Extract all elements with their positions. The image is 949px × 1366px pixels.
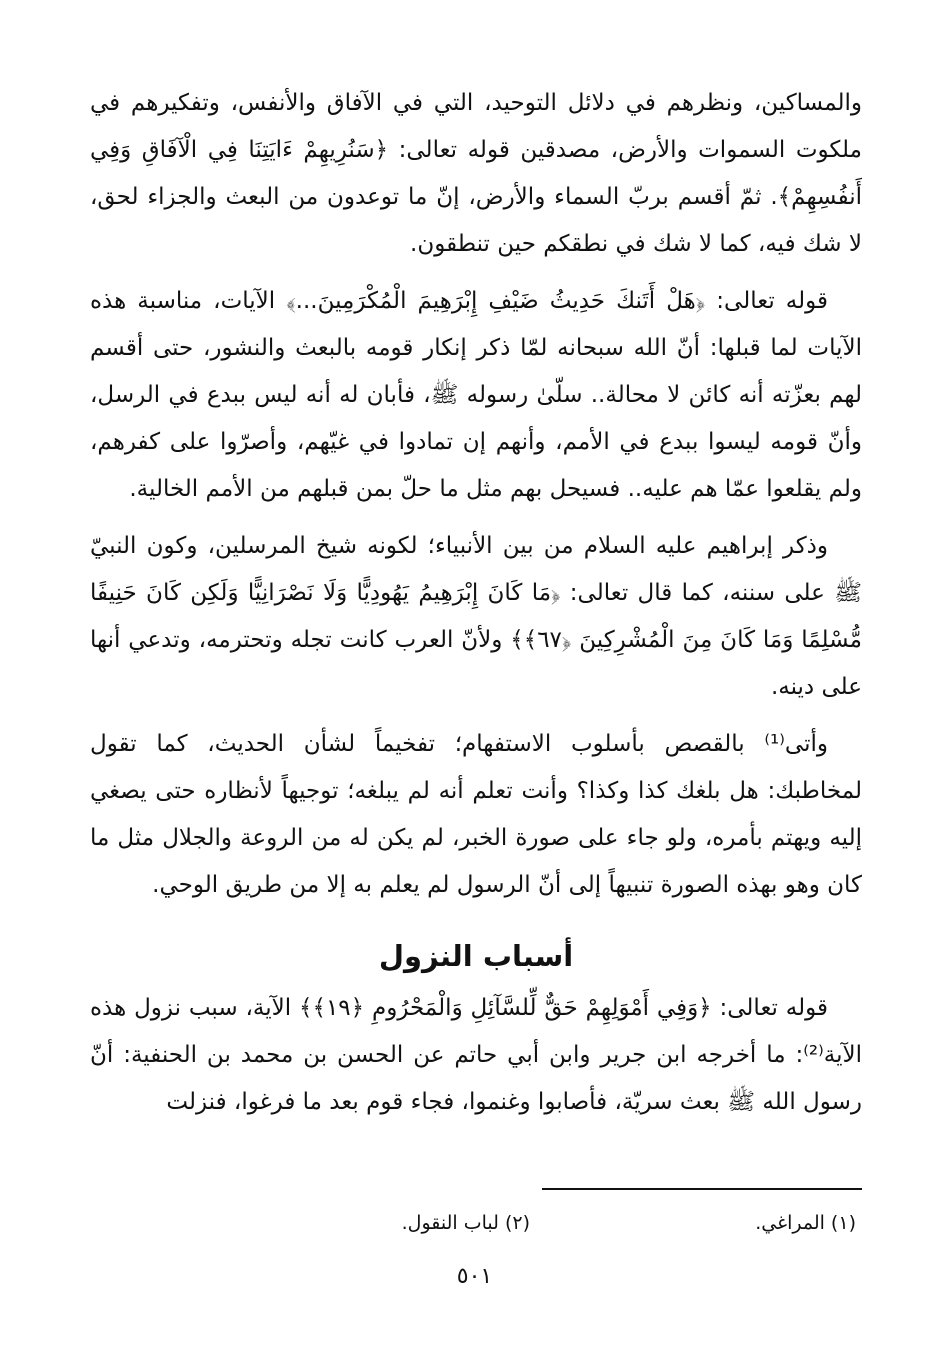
paragraph-question-style: وأتى⁽¹⁾ بالقصص بأسلوب الاستفهام؛ تفخيماً لشأن الحديث، كما تقول لمخاطبك: هل بلغك كذا وكذا؟ وأنت تعلم أنه لم يبلغه؛ توجيهاً لأنظاره حتى يصغي إليه ويهتم بأمره، ولو جاء على صورة الخبر، لم يكن له من الروعة والجلال مثل ما كان وهو بهذه الصورة تنبيهاً إلى أنّ الرسول لم يعلم به إلا من طريق الوحي. bbox=[90, 731, 862, 898]
footnote-row bbox=[90, 1208, 862, 1238]
footnote-divider bbox=[542, 1188, 862, 1190]
footnote-2: (٢) لباب النقول. bbox=[401, 1212, 530, 1234]
paragraph-ibrahim-guests: قوله تعالى: ﴿هَلْ أَتَنكَ حَدِيثُ ضَيْفِ إِبْرَهِيمَ الْمُكْرَمِينَ...﴾ الآيات، مناسبة هذه الآيات لما قبلها: أنّ الله سبحانه لمّا ذكر إنكار قومه بالبعث والنشور، حتى أقسم لهم بعزّته أنه كائن لا محالة.. سلّىٰ رسوله ﷺ، فأبان له أنه ليس ببدع في الرسل، وأنّ قومه ليسوا ببدع في الأمم، وأنهم إن تمادوا في غيّهم، وأصرّوا على كفرهم، ولم يقلعوا عمّا هم عليه.. فسيحل بهم مثل ما حلّ بمن قبلهم من الأمم الخالية. bbox=[90, 288, 862, 502]
paragraph-ibrahim-mention: وذكر إبراهيم عليه السلام من بين الأنبياء؛ لكونه شيخ المرسلين، وكون النبيّ ﷺ على سننه، كما قال تعالى: ﴿مَا كَانَ إِبْرَهِيمُ يَهُودِيًّا وَلَا نَصْرَانِيًّا وَلَكِن كَانَ حَنِيفًا مُّسْلِمًا وَمَا كَانَ مِنَ الْمُشْرِكِينَ ﴿٦٧﴾﴾ ولأنّ العرب كانت تجله وتحترمه، وتدعي أنها على دينه. bbox=[90, 533, 862, 700]
footnote-1: (١) المراغي. bbox=[755, 1212, 856, 1234]
paragraph-intro: والمساكين، ونظرهم في دلائل التوحيد، التي في الآفاق والأنفس، وتفكيرهم في ملكوت السموات والأرض، مصدقين قوله تعالى: ﴿سَنُرِيهِمْ ءَايَتِنَا فِي الْآفَاقِ وَفِي أَنفُسِهِمْ﴾. ثمّ أقسم بربّ السماء والأرض، إنّ ما توعدون من البعث والجزاء لحق، لا شك فيه، كما لا شك في نطقكم حين تنطقون. bbox=[90, 90, 862, 257]
paragraph-revelation-cause: قوله تعالى: ﴿وَفِي أَمْوَلِهِمْ حَقٌّ لِّلسَّآئِلِ وَالْمَحْرُومِ ﴿١٩﴾﴾ الآية، سبب نزول هذه الآية⁽²⁾: ما أخرجه ابن جرير وابن أبي حاتم عن الحسن بن محمد بن الحنفية: أنّ رسول الله ﷺ بعث سريّة، فأصابوا وغنموا، فجاء قوم بعد ما فرغوا، فنزلت bbox=[90, 995, 862, 1115]
section-heading: أسباب النزول bbox=[378, 939, 574, 973]
page-body bbox=[90, 80, 862, 1136]
page-number: ٥٠١ bbox=[456, 1264, 493, 1289]
